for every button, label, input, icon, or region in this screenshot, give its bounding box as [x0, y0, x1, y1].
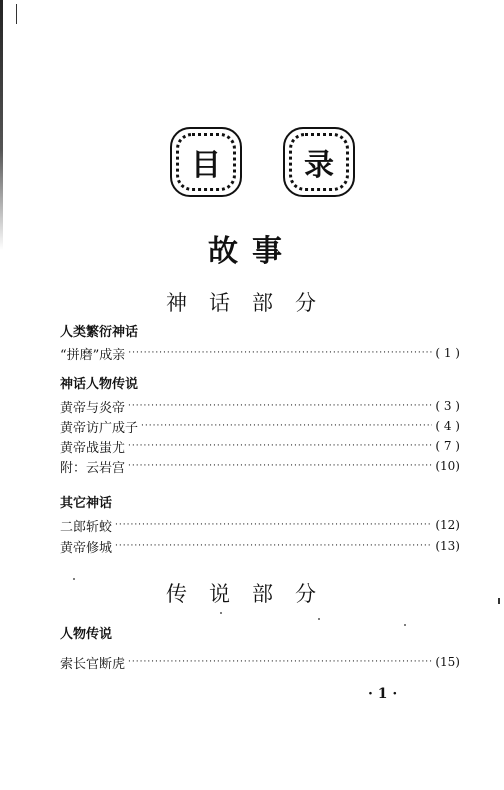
entry-title: 黄帝战蚩尤: [60, 440, 126, 456]
main-title: 故事: [208, 234, 296, 269]
dot-leader: [115, 537, 432, 555]
title-char: 目: [191, 148, 221, 183]
dot-leader: [115, 516, 432, 534]
entry-title: 黄帝与炎帝: [60, 400, 126, 416]
scan-speck: [404, 624, 406, 626]
entry-title: “拼磨”成亲: [60, 347, 126, 363]
dot-leader: [141, 417, 432, 435]
scan-speck: [73, 578, 75, 580]
entry-title: 黄帝修城: [60, 540, 113, 556]
dot-leader: [128, 457, 432, 475]
dot-leader: [128, 437, 432, 455]
section-title-myths: 神话部分: [166, 291, 338, 315]
category-heading: 人物传说: [60, 627, 113, 642]
scan-speck: [318, 618, 320, 620]
dot-leader: [128, 397, 432, 415]
section-title-legends: 传说部分: [166, 582, 338, 606]
entry-title: 黄帝访广成子: [60, 420, 139, 436]
toc-entry[interactable]: [60, 397, 460, 415]
page-number: · 1 ·: [368, 686, 398, 702]
toc-entry[interactable]: [60, 457, 460, 475]
entry-title: 附：云岩宫: [60, 460, 126, 476]
toc-entry[interactable]: [60, 344, 460, 362]
title-box-left: [170, 127, 242, 197]
entry-title: 二郎斩蛟: [60, 519, 113, 535]
entry-page: ( 4 ): [435, 419, 460, 433]
scan-speck: [220, 612, 222, 614]
toc-entry[interactable]: [60, 417, 460, 435]
category-heading: 人类繁衍神话: [60, 325, 139, 340]
toc-entry[interactable]: [60, 537, 460, 555]
toc-title: [0, 127, 504, 199]
entry-page: (12): [435, 518, 460, 532]
toc-entry[interactable]: [60, 653, 460, 671]
scan-edge-shadow: [0, 0, 3, 250]
dot-leader: [128, 653, 432, 671]
title-char: 录: [304, 148, 334, 183]
category-heading: 神话人物传说: [60, 377, 139, 392]
entry-page: (13): [435, 539, 460, 553]
edge-mark: [16, 4, 17, 24]
entry-page: (10): [435, 459, 460, 473]
entry-page: ( 1 ): [435, 346, 460, 360]
entry-page: (15): [435, 655, 460, 669]
category-heading: 其它神话: [60, 496, 113, 511]
toc-entry[interactable]: [60, 437, 460, 455]
entry-page: ( 3 ): [435, 399, 460, 413]
dot-leader: [128, 344, 432, 362]
toc-entry[interactable]: [60, 516, 460, 534]
entry-title: 索长官断虎: [60, 656, 126, 672]
title-box-right: [283, 127, 355, 197]
entry-page: ( 7 ): [435, 439, 460, 453]
